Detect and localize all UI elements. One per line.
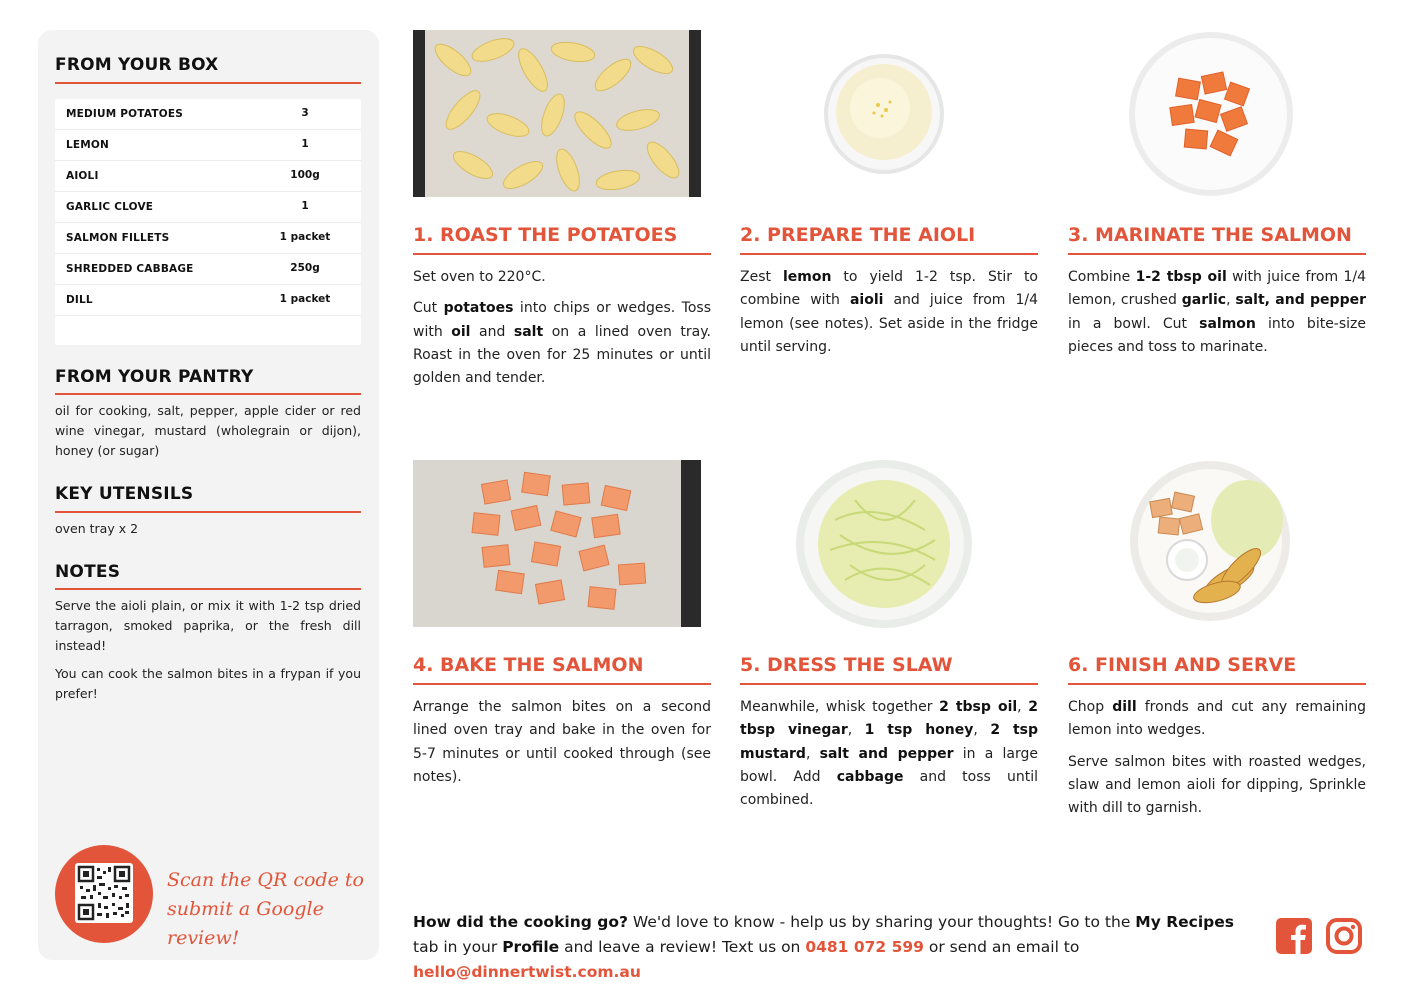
step-5-title: 5. DRESS THE SLAW bbox=[740, 654, 953, 676]
salmon-bowl-photo bbox=[1127, 30, 1295, 198]
footer-question: How did the cooking go? bbox=[413, 913, 628, 931]
notes-heading: NOTES bbox=[55, 562, 121, 582]
plated-dish-photo bbox=[1129, 460, 1292, 623]
step-1-text bbox=[413, 266, 711, 398]
step-1-para-1: Set oven to 220°C. bbox=[413, 269, 546, 285]
ingredient-qty: 1 packet bbox=[279, 293, 331, 305]
step-6-title: 6. FINISH AND SERVE bbox=[1068, 654, 1297, 676]
qr-caption bbox=[167, 866, 367, 953]
step-6-para-2: Serve salmon bites with roasted wedges, slaw and lemon aioli for dipping, Sprinkle with dill to garnish. bbox=[1068, 753, 1366, 817]
facebook-icon[interactable] bbox=[1276, 918, 1312, 954]
note-1: Serve the aioli plain, or mix it with 1-2 tsp dried tarragon, smoked paprika, or the fresh dill instead! bbox=[55, 598, 361, 653]
step-rule bbox=[740, 683, 1038, 685]
ingredient-qty: 250g bbox=[290, 262, 320, 274]
ingredient-name: DILL bbox=[66, 294, 93, 306]
email-link[interactable]: hello@dinnertwist.com.au bbox=[413, 963, 641, 981]
ingredient-row bbox=[55, 192, 361, 223]
step-rule bbox=[413, 683, 711, 685]
ingredient-name: SALMON FILLETS bbox=[66, 232, 170, 244]
qr-badge bbox=[55, 845, 153, 943]
ingredient-qty: 1 bbox=[301, 138, 309, 150]
qr-caption-line1: Scan the QR code to bbox=[167, 869, 364, 891]
step-3-text bbox=[1068, 266, 1366, 367]
aioli-photo bbox=[820, 50, 948, 178]
ingredient-qty: 3 bbox=[301, 107, 309, 119]
review-footer: How did the cooking go? We'd love to know - help us by sharing your thoughts! Go to the My Recipes tab in your Profile and leave a review! Text us on 0481 072 599 or send an email to hello@dinnertwist.com.au bbox=[413, 913, 1234, 981]
profile-link[interactable]: Profile bbox=[502, 938, 560, 956]
potato-wedges-photo bbox=[413, 30, 701, 197]
pantry-text: oil for cooking, salt, pepper, apple cider or red wine vinegar, mustard (wholegrain or dijon), honey (or sugar) bbox=[55, 403, 361, 458]
sidebar bbox=[38, 30, 379, 960]
salmon-tray-photo bbox=[413, 460, 701, 627]
ingredient-row bbox=[55, 130, 361, 161]
qr-caption-line2: submit a Google review! bbox=[167, 898, 324, 949]
ingredient-row bbox=[55, 161, 361, 192]
ingredient-qty: 100g bbox=[290, 169, 320, 181]
step-4-para: Arrange the salmon bites on a second lined oven tray and bake in the oven for 5-7 minutes or until cooked through (see notes). bbox=[413, 699, 711, 785]
ingredient-row bbox=[55, 285, 361, 316]
heading-rule bbox=[55, 82, 361, 84]
ingredient-name: GARLIC CLOVE bbox=[66, 201, 154, 213]
step-rule bbox=[1068, 683, 1366, 685]
step-4-title: 4. BAKE THE SALMON bbox=[413, 654, 644, 676]
ingredient-name: MEDIUM POTATOES bbox=[66, 108, 183, 120]
instagram-icon[interactable] bbox=[1326, 918, 1362, 954]
step-rule bbox=[413, 253, 711, 255]
ingredients-table bbox=[55, 99, 361, 345]
step-5-para: Meanwhile, whisk together 2 tbsp oil, 2 tbsp vinegar, 1 tsp honey, 2 tsp mustard, salt and pepper in a large bowl. Add cabbage and toss until combined. bbox=[740, 699, 1039, 809]
my-recipes-link[interactable]: My Recipes bbox=[1135, 913, 1234, 931]
ingredient-qty: 1 bbox=[301, 200, 309, 212]
ingredient-row bbox=[55, 223, 361, 254]
step-3-title: 3. MARINATE THE SALMON bbox=[1068, 224, 1352, 246]
step-3-para: Combine 1-2 tbsp oil with juice from 1/4 lemon, crushed garlic, salt, and pepper in a bowl. Cut salmon into bite-size pieces and toss to marinate. bbox=[1068, 269, 1367, 355]
step-rule bbox=[740, 253, 1038, 255]
ingredient-row bbox=[55, 99, 361, 130]
phone-link[interactable]: 0481 072 599 bbox=[805, 938, 924, 956]
step-4-text bbox=[413, 696, 711, 797]
step-5-text bbox=[740, 696, 1038, 820]
utensils-text: oven tray x 2 bbox=[55, 521, 139, 536]
step-2-text bbox=[740, 266, 1038, 367]
heading-rule bbox=[55, 511, 361, 513]
ingredient-qty: 1 packet bbox=[279, 231, 331, 243]
ingredient-row bbox=[55, 254, 361, 285]
ingredient-name: AIOLI bbox=[66, 170, 99, 182]
step-rule bbox=[1068, 253, 1366, 255]
ingredient-name: SHREDDED CABBAGE bbox=[66, 263, 194, 275]
heading-rule bbox=[55, 393, 361, 395]
step-2-title: 2. PREPARE THE AIOLI bbox=[740, 224, 976, 246]
step-6-para-1: Chop dill fronds and cut any remaining lemon into wedges. bbox=[1068, 699, 1366, 739]
qr-code-icon[interactable] bbox=[75, 863, 133, 923]
from-your-box-heading: FROM YOUR BOX bbox=[55, 55, 219, 75]
slaw-bowl-photo bbox=[795, 460, 973, 628]
note-2: You can cook the salmon bites in a frypan if you prefer! bbox=[55, 666, 361, 701]
step-1-para-2: Cut potatoes into chips or wedges. Toss with oil and salt on a lined oven tray. Roast in the oven for 25 minutes or until golden and tender. bbox=[413, 300, 711, 387]
step-2-para: Zest lemon to yield 1-2 tsp. Stir to combine with aioli and juice from 1/4 lemon (see notes). Set aside in the fridge until serving. bbox=[740, 269, 1039, 355]
ingredient-name: LEMON bbox=[66, 139, 110, 151]
utensils-heading: KEY UTENSILS bbox=[55, 484, 194, 504]
step-6-text bbox=[1068, 696, 1366, 828]
pantry-heading: FROM YOUR PANTRY bbox=[55, 367, 254, 387]
heading-rule bbox=[55, 588, 361, 590]
step-1-title: 1. ROAST THE POTATOES bbox=[413, 224, 678, 246]
